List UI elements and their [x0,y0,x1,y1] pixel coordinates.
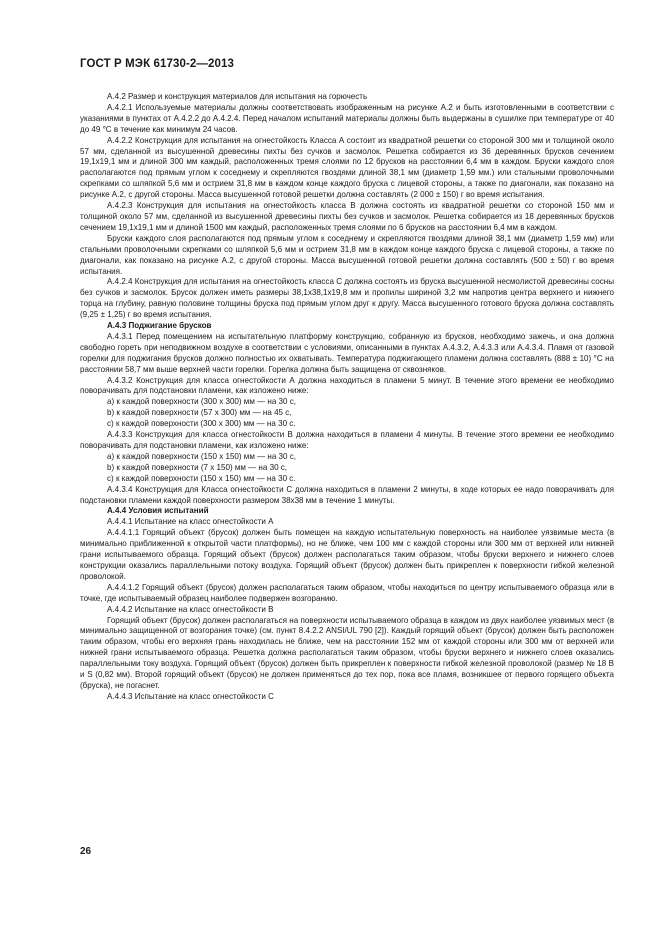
paragraph: А.4.2.4 Конструкция для испытания на огнестойкость класса С должна состоять из бруска высушенной несмолистой древесины сосны без сучков и засмолок. Брусок должен иметь размеры 38,1х38,1х19,8 мм и пропилы шириной 3,2 мм напротив центра верхнего и нижнего торца на глубину, равную половине толщины бруска под прямым углом друг к другу. Масса высушенного готового бруска должна составлять (9,25 ± 1,25) г во время испытания. [80,277,614,320]
paragraph: А.4.4.1.1 Горящий объект (брусок) должен быть помещен на каждую испытательную поверхность на наиболее уязвимые места (в минимально приближенной к открытой части платформы), но не ближе, чем 100 мм с каждой стороны или 300 мм от верхней или нижней грани испытываемого образца. Горящий объект (брусок) должен располагаться таким образом, чтобы бруски верхнего и нижнего слоев конструкции оказались параллельными потоку воздуха. Горящий объект (брусок) должен быть прикреплен к поверхности гибкой железной проволокой. [80,528,614,581]
paragraph: А.4.2.2 Конструкция для испытания на огнестойкость Класса А состоит из квадратной решетки со стороной 300 мм и толщиной около 57 мм, сделанной из высушенной древесины пихты без сучков и засмолок. Решетка собирается из 36 деревянных брусков сечением 19,1х19,1 мм и длиной 300 мм каждый, расположенных тремя слоями по 12 брусков на расстоянии 6,4 мм в каждом. Бруски каждого слоя располагаются под прямым углом к соседнему и скрепляются гвоздями длиной 38,1 мм (диаметр 1,59 мм.) или стальными проволочными скрепками со шляпкой 5,6 мм и острием 31,8 мм в каждом конце каждого бруска с лицевой стороны, а также по диагонали, как показано на рисунке А.2, с другой стороны. Масса высушенной готовой решетки должна составлять (2 000 ± 150) г во время испытания. [80,135,614,200]
page-number: 26 [80,846,92,857]
paragraph: А.4.4.1.2 Горящий объект (брусок) должен располагаться таким образом, чтобы находиться по центру испытываемого образца или в точке, где испытываемый образец наиболее подвержен возгоранию. [80,582,614,603]
paragraph: А.4.3.2 Конструкция для класса огнестойкости А должна находиться в пламени 5 минут. В течение этого времени ее необходимо поворачивать для подстановки пламени, как изложено ниже: [80,375,614,396]
paragraph: Горящий объект (брусок) должен располагаться на поверхности испытываемого образца в каждом из двух наиболее уязвимых мест (в минимально защищенной от возгорания точке) (см. пункт 8.4.2.2 ANSI/UL 790 [2]). Каждый горящий объект (брусок) должен быть расположен таким образом, чтобы его верхняя грань находилась не ближе, чем на расстоянии 152 мм от каждой стороны или 300 мм от верхней или нижней грани испытываемого образца. Решетка должна располагаться таким образом, чтобы бруски верхнего и нижнего слоев оказались параллельными току воздуха. Горящий объект (брусок) должен быть прикреплен к поверхности гибкой железной проволокой (размер № 18 В и S (0,82 мм). Второй горящий объект (брусок) не должен применяться до тех пор, пока все пламя, возникшее от первого горящего объекта (бруска), не погаснет. [80,615,614,690]
paragraph: Бруски каждого слоя располагаются под прямым углом к соседнему и скрепляются гвоздями длиной 38,1 мм (диаметр 1,59 мм) или стальными проволочными скрепками со шляпкой 5,6 мм и острием 31,8 мм в каждом конце каждого бруска с лицевой стороны, а также по диагонали, как показано на рисунке А.2, с другой стороны. Масса высушенной готовой решетки должна составлять (500 ± 50) г во время испытания. [80,233,614,276]
list-item: b) к каждой поверхности (7 х 150) мм — на 30 с, [107,462,288,472]
subsection-heading: А.4.4.3 Испытание на класс огнестойкости С [107,691,274,701]
subsection-heading: А.4.4.1 Испытание на класс огнестойкости А [107,517,274,527]
document-body [80,92,614,703]
list-item: а) к каждой поверхности (300 х 300) мм — на 30 с, [107,397,296,407]
section-heading-bold: А.4.4 Условия испытаний [107,506,209,516]
list-item: b) к каждой поверхности (57 х 300) мм — на 45 с, [107,408,292,418]
list-item: а) к каждой поверхности (150 х 150) мм — на 30 с, [107,451,296,461]
section-heading: А.4.2 Размер и конструкция материалов для испытания на горючесть [107,92,368,101]
paragraph: А.4.3.1 Перед помещением на испытательную платформу конструкцию, собранную из брусков, необходимо зажечь, и она должна свободно гореть при неподвижном воздухе в соответствии с условиями, описанными в пунктах А.4.3.2, А.4.3.3 или А.4.3.4. Пламя от газовой горелки для поджигания брусков должно полностью их охватывать. Температура поджигающего пламени должна составлять (888 ± 10) °С на расстоянии 58,7 мм выше верхней части горелки. Горелка должна быть защищена от сквозняков. [80,331,614,374]
list-item: с) к каждой поверхности (300 х 300) мм — на 30 с. [107,419,296,429]
subsection-heading: А.4.4.2 Испытание на класс огнестойкости В [107,604,274,614]
paragraph: А.4.2.1 Используемые материалы должны соответствовать изображенным на рисунке А.2 и быть изготовленными в соответствии с указаниями в пунктах от А.4.2.2 до А.4.2.4. Перед началом испытаний материалы должны быть выдержаны в сушилке при температуре от 40 до 49 °С в течение как минимум 24 часов. [80,102,614,134]
paragraph: А.4.2.3 Конструкция для испытания на огнестойкость класса В должна состоять из квадратной решетки со стороной 150 мм и толщиной около 57 мм, сделанной из высушенной древесины пихты без сучков и засмолок. Решетка собирается из 18 деревянных брусков сечением 19,1х19,1 мм и длиной 1500 мм каждый, расположенных тремя слоями по 6 брусков на расстоянии 6,4 мм в каждом. [80,201,614,232]
paragraph: А.4.3.3 Конструкция для класса огнестойкости В должна находиться в пламени 4 минуты. В течение этого времени ее необходимо поворачивать для подстановки пламени, как изложено ниже: [80,430,614,450]
list-item: с) к каждой поверхности (150 х 150) мм — на 30 с. [107,473,296,483]
paragraph: А.4.3.4 Конструкция для Класса огнестойкости С должна находиться в пламени 2 минуты, в ходе которых ее надо поворачивать для подстановки пламени каждой поверхности размером 38х38 мм в течение 1 минуты. [80,484,614,505]
document-header: ГОСТ Р МЭК 61730-2—2013 [80,58,234,70]
section-heading-bold: А.4.3 Поджигание брусков [107,321,212,331]
